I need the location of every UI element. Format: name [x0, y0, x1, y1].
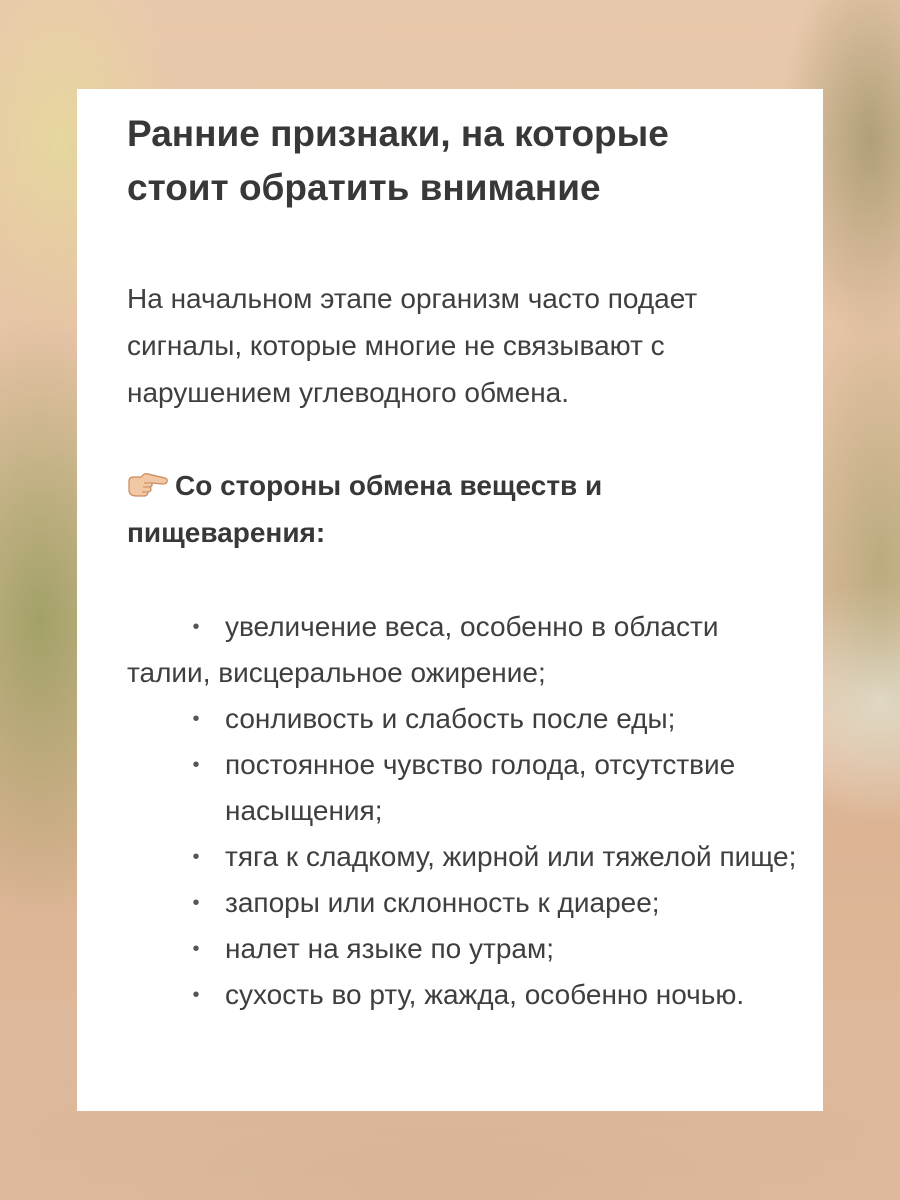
list-item [127, 604, 797, 696]
bullet-dot: • [192, 892, 200, 914]
list-item [127, 742, 797, 834]
list-item-text: налет на языке по утрам; [225, 933, 554, 964]
list-item [127, 696, 797, 742]
section-heading-text: Со стороны обмена веществ и пищеварения: [127, 470, 603, 548]
bullet-dot: • [192, 846, 200, 868]
pointing-hand-icon [127, 472, 169, 498]
bullet-dot: • [192, 708, 200, 730]
symptom-list [127, 604, 797, 1018]
list-item [127, 880, 797, 926]
page-title: Ранние признаки, на которые стоит обратить внимание [127, 113, 669, 208]
list-item-text: сонливость и слабость после еды; [225, 703, 676, 734]
list-item-text: сухость во рту, жажда, особенно ночью. [225, 979, 745, 1010]
bullet-dot: • [192, 984, 200, 1006]
list-item-text: постоянное чувство голода, отсутствие насыщения; [225, 749, 736, 826]
intro-paragraph: На начальном этапе организм часто подает сигналы, которые многие не связывают с нарушением углеводного обмена. [127, 283, 698, 408]
bullet-dot: • [192, 938, 200, 960]
content-card [77, 89, 823, 1111]
list-item [127, 834, 797, 880]
list-item-text: увеличение веса, особенно в области талии, висцеральное ожирение; [127, 611, 719, 688]
bullet-dot: • [192, 754, 200, 776]
list-item [127, 926, 797, 972]
bullet-dot: • [192, 616, 200, 638]
list-item-text: запоры или склонность к диарее; [225, 887, 660, 918]
list-item-text: тяга к сладкому, жирной или тяжелой пище; [225, 841, 797, 872]
list-item [127, 972, 797, 1018]
section-heading [127, 462, 747, 556]
